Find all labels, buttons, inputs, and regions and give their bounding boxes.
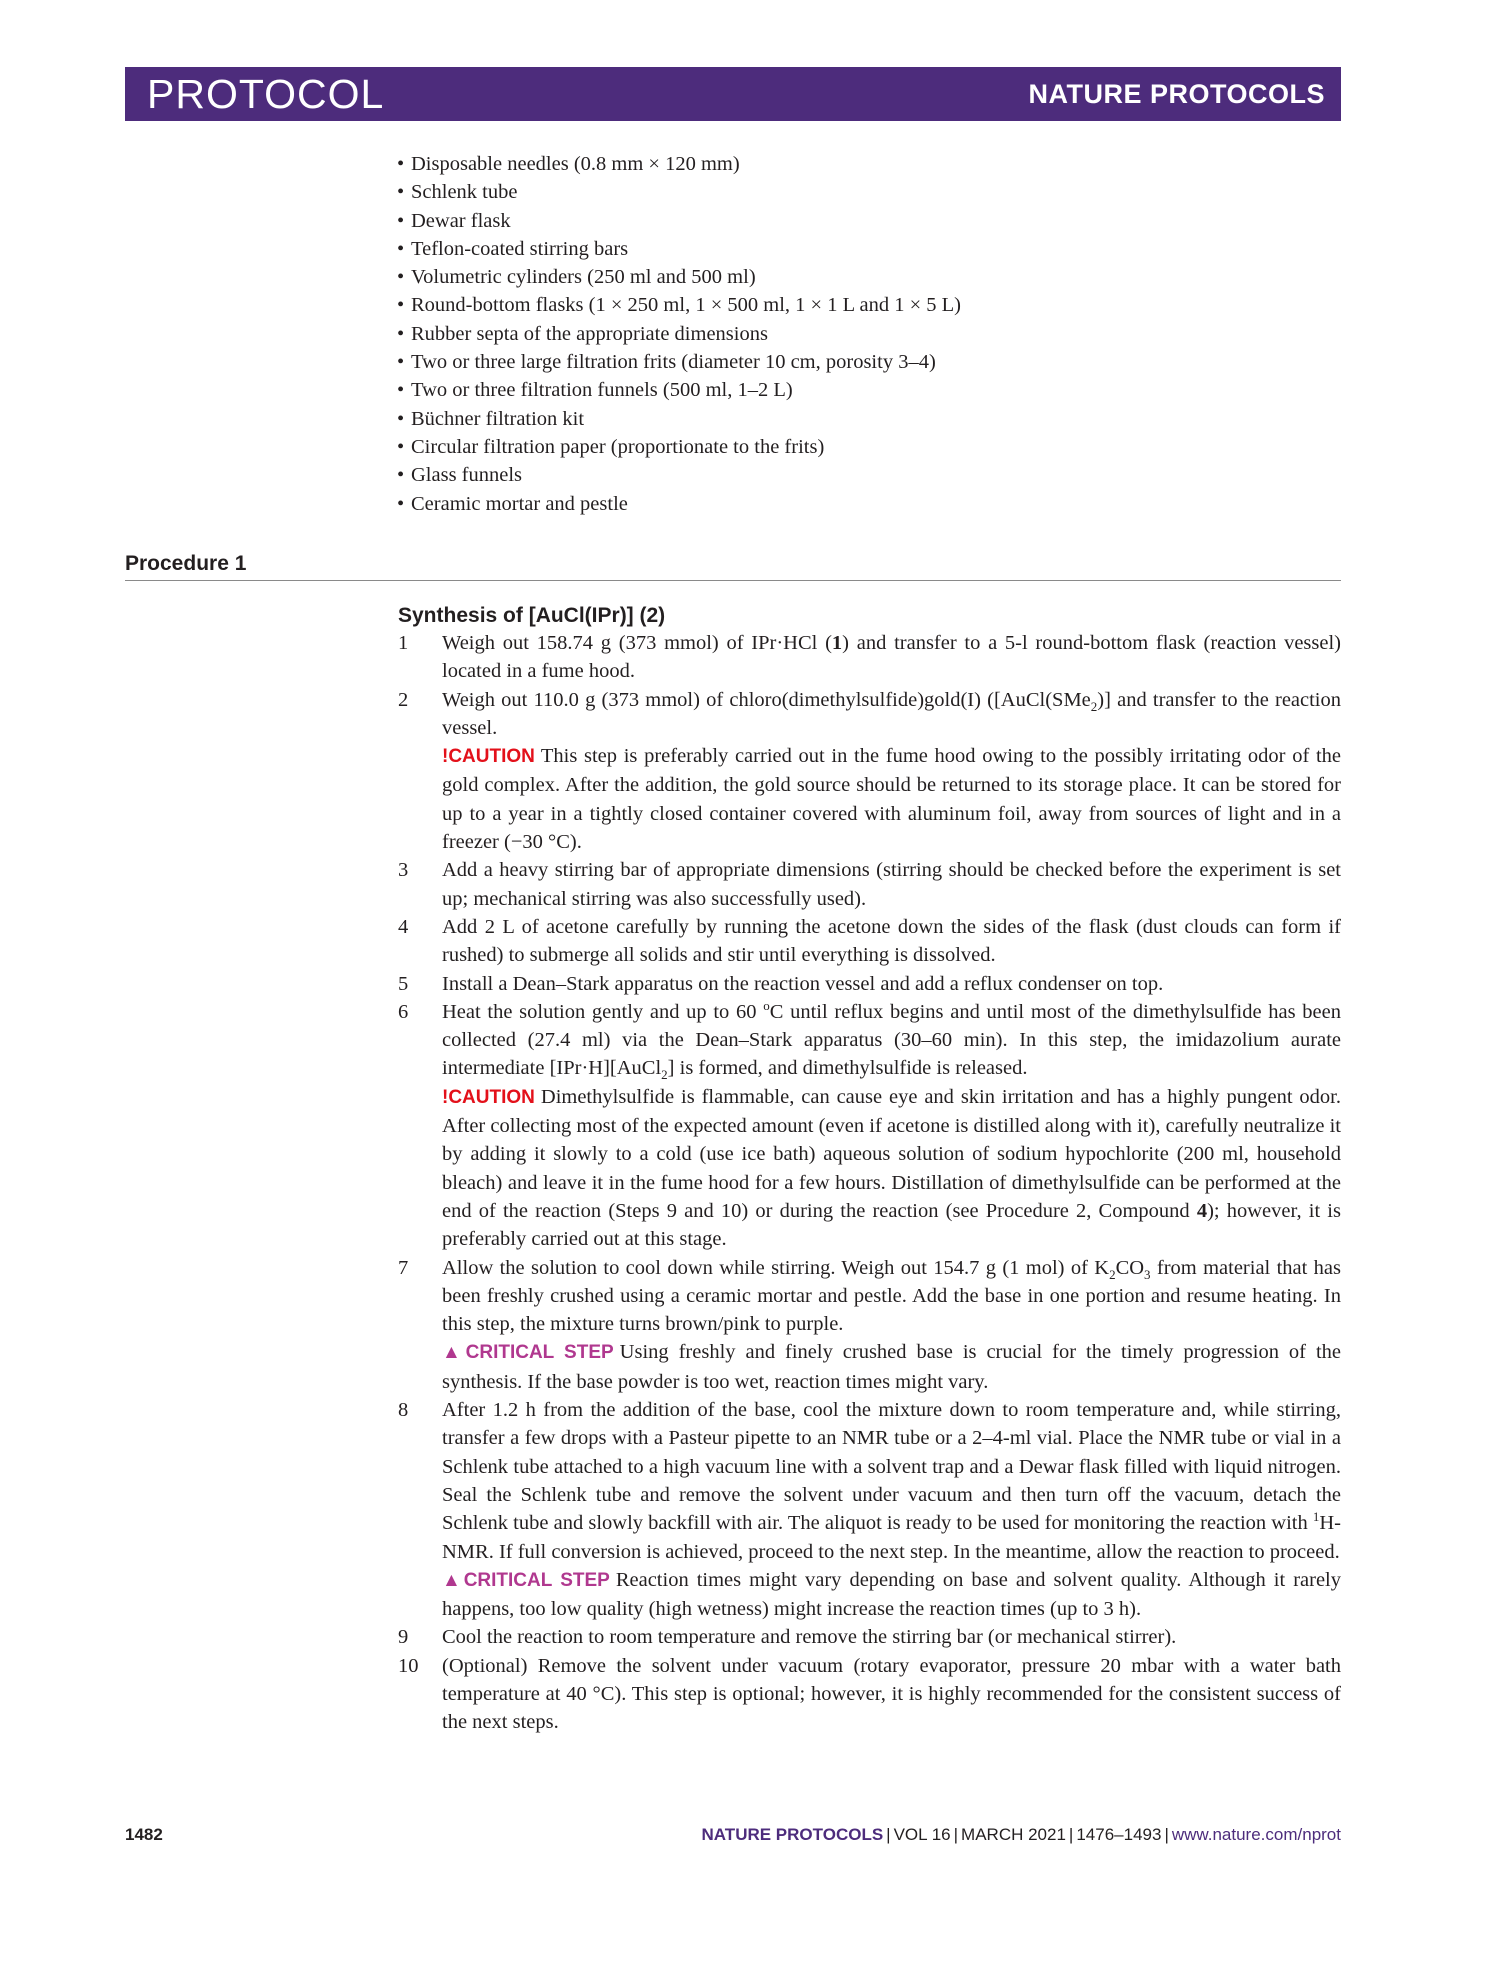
bullet-icon: • bbox=[397, 181, 405, 204]
footer-volume: VOL 16 bbox=[893, 1825, 951, 1844]
list-item-text: Ceramic mortar and pestle bbox=[411, 492, 628, 515]
step-4 bbox=[394, 913, 1341, 970]
page-number: 1482 bbox=[125, 1825, 163, 1844]
step-text-run: Weigh out 158.74 g (373 mmol) of IPr·HCl ( bbox=[442, 632, 832, 654]
caution-text: Dimethylsulfide is flammable, can cause eye and skin irritation and has a highly pungent odor. After collecting most of the expected amount (even if acetone is distilled along with it), carefully neutralize it by adding it slowly to a cold (use ice bath) aqueous solution of sodium hypochlorite (200 ml, household bleach) and leave it in the fume hood for a few hours. Distillation of dimethylsulfide can be performed at the end of the reaction (Steps 9 and 10) or during the reaction (see Procedure 2, Compound bbox=[442, 1085, 1341, 1222]
caution-label: !CAUTION bbox=[442, 746, 535, 768]
step-3 bbox=[394, 856, 1341, 913]
separator: | bbox=[953, 1825, 959, 1844]
step-number: 1 bbox=[398, 632, 409, 654]
step-8 bbox=[394, 1396, 1341, 1623]
list-item-text: Dewar flask bbox=[411, 209, 511, 232]
step-text bbox=[442, 1254, 1341, 1339]
list-item bbox=[397, 348, 1297, 376]
step-text-run: ) and transfer to a 5-l round-bottom flask (reaction vessel) located in a fume hood. bbox=[442, 632, 1341, 683]
caution-note bbox=[442, 1083, 1341, 1254]
journal-link[interactable]: www.nature.com/nprot bbox=[1171, 1825, 1341, 1844]
list-item bbox=[397, 178, 1297, 206]
list-item-text: Schlenk tube bbox=[411, 181, 518, 204]
footer-journal: NATURE PROTOCOLS bbox=[701, 1825, 884, 1844]
list-item bbox=[397, 291, 1297, 319]
step-text-run: C until reflux begins and until most of the dimethylsulfide has been collected (27.4 ml) via the Dean–Stark apparatus (30–60 min). In this step, the imidazolium aurate intermediate [IPr·H][AuCl bbox=[442, 1000, 1342, 1080]
step-1 bbox=[394, 629, 1341, 686]
list-item-text: Round-bottom flasks (1 × 250 ml, 1 × 500 ml, 1 × 1 L and 1 × 5 L) bbox=[411, 294, 961, 317]
step-10 bbox=[394, 1652, 1341, 1737]
step-6 bbox=[394, 998, 1341, 1254]
procedure-heading: Procedure 1 bbox=[125, 552, 247, 575]
step-text-run: After 1.2 h from the addition of the base, cool the mixture down to room temperature and, while stirring, transfer a few drops with a Pasteur pipette to an NMR tube or a 2–4-ml vial. Place the NMR tube or vial in a Schlenk tube attached to a high vacuum line with a solvent trap and a Dewar flask filled with liquid nitrogen. Seal the Schlenk tube and remove the solvent under vacuum and then turn off the vacuum, detach the Schlenk tube and slowly backfill with air. The aliquot is ready to be used for monitoring the reaction with bbox=[442, 1399, 1341, 1535]
step-text bbox=[442, 1396, 1341, 1566]
section-type-label: PROTOCOL bbox=[147, 71, 385, 117]
bullet-icon: • bbox=[397, 379, 405, 402]
subscript: 3 bbox=[1144, 1266, 1151, 1282]
header-bar bbox=[125, 67, 1341, 121]
superscript: o bbox=[763, 998, 770, 1014]
section-divider bbox=[125, 580, 1341, 581]
caution-label: !CAUTION bbox=[442, 1086, 535, 1108]
step-number: 8 bbox=[398, 1399, 409, 1422]
critical-note bbox=[442, 1338, 1341, 1396]
bullet-icon: • bbox=[397, 492, 405, 515]
step-5 bbox=[394, 970, 1341, 998]
list-item bbox=[397, 263, 1297, 291]
step-text: Add 2 L of acetone carefully by running the acetone down the sides of the flask (dust clouds can form if rushed) to submerge all solids and stir until everything is dissolved. bbox=[442, 915, 1341, 967]
list-item-text: Glass funnels bbox=[411, 464, 523, 487]
step-2 bbox=[394, 686, 1341, 857]
critical-step-label: ▲CRITICAL STEP bbox=[442, 1569, 610, 1591]
step-number: 3 bbox=[398, 859, 409, 882]
bullet-icon: • bbox=[397, 209, 405, 232]
footer-citation bbox=[702, 1825, 1341, 1845]
step-7 bbox=[394, 1254, 1341, 1396]
list-item-text: Two or three large filtration frits (diameter 10 cm, porosity 3–4) bbox=[411, 351, 936, 374]
list-item-text: Circular filtration paper (proportionate to the frits) bbox=[411, 435, 825, 458]
step-text: Cool the reaction to room temperature and remove the stirring bar (or mechanical stirrer). bbox=[442, 1626, 1177, 1649]
bullet-icon: • bbox=[397, 266, 405, 289]
step-text bbox=[442, 998, 1341, 1083]
list-item-text: Two or three filtration funnels (500 ml, 1–2 L) bbox=[411, 379, 793, 402]
bullet-icon: • bbox=[397, 237, 405, 260]
step-number: 4 bbox=[398, 915, 409, 938]
step-text-run: ] is formed, and dimethylsulfide is released. bbox=[667, 1057, 1028, 1080]
list-item bbox=[397, 235, 1297, 263]
step-number: 5 bbox=[398, 972, 409, 995]
bullet-icon: • bbox=[397, 351, 405, 374]
critical-note bbox=[442, 1566, 1341, 1624]
step-text-run: CO bbox=[1115, 1256, 1145, 1279]
step-text-run: Allow the solution to cool down while stirring. Weigh out 154.7 g (1 mol) of K bbox=[442, 1256, 1110, 1279]
step-text bbox=[442, 629, 1341, 686]
caution-text: This step is preferably carried out in the fume hood owing to the possibly irritating odor of the gold complex. After the addition, the gold source should be returned to its storage place. It can be stored for up to a year in a tightly closed container covered with aluminum foil, away from sources of light and in a freezer (−30 °C). bbox=[442, 745, 1341, 854]
critical-step-label: ▲CRITICAL STEP bbox=[442, 1342, 614, 1364]
step-9 bbox=[394, 1623, 1341, 1651]
equipment-list bbox=[397, 150, 1297, 518]
list-item bbox=[397, 320, 1297, 348]
step-number: 2 bbox=[398, 688, 409, 711]
list-item-text: Büchner filtration kit bbox=[411, 407, 585, 430]
critical-text: Reaction times might vary depending on base and solvent quality. Although it rarely happens, too low quality (high wetness) might increase the reaction times (up to 3 h). bbox=[442, 1568, 1341, 1621]
list-item-text: Teflon-coated stirring bars bbox=[411, 237, 629, 260]
step-text-run: )] and transfer to the reaction vessel. bbox=[442, 688, 1342, 739]
procedure-steps bbox=[394, 629, 1341, 1737]
bullet-icon: • bbox=[397, 435, 405, 458]
separator: | bbox=[1164, 1825, 1169, 1844]
step-text: (Optional) Remove the solvent under vacuum (rotary evaporator, pressure 20 mbar with a water bath temperature at 40 °C). This step is optional; however, it is highly recommended for the consistent success of the next steps. bbox=[442, 1654, 1341, 1734]
separator: | bbox=[886, 1825, 891, 1844]
step-text-run: Heat the solution gently and up to 60 bbox=[442, 1000, 764, 1023]
list-item bbox=[397, 490, 1297, 518]
superscript: 1 bbox=[1312, 1509, 1320, 1525]
list-item bbox=[397, 150, 1297, 178]
list-item-text: Disposable needles (0.8 mm × 120 mm) bbox=[411, 153, 740, 175]
subscript: 2 bbox=[1090, 698, 1098, 714]
list-item bbox=[397, 461, 1297, 489]
bullet-icon: • bbox=[397, 407, 405, 430]
critical-text: Using freshly and finely crushed base is crucial for the timely progression of the synthesis. If the base powder is too wet, reaction times might vary. bbox=[442, 1341, 1341, 1393]
step-text-run: H-NMR. If full conversion is achieved, proceed to the next step. In the meantime, allow the reaction to proceed. bbox=[442, 1512, 1341, 1563]
footer-pages: 1476–1493 bbox=[1076, 1825, 1162, 1844]
step-text-run: from material that has been freshly crushed using a ceramic mortar and pestle. Add the base in one portion and resume heating. In this step, the mixture turns brown/pink to purple. bbox=[442, 1256, 1341, 1336]
step-number: 6 bbox=[398, 1000, 409, 1023]
subscript: 2 bbox=[661, 1067, 668, 1083]
list-item bbox=[397, 376, 1297, 404]
bullet-icon: • bbox=[397, 294, 405, 317]
step-number: 7 bbox=[398, 1256, 409, 1279]
step-number: 9 bbox=[398, 1626, 409, 1649]
bullet-icon: • bbox=[397, 464, 405, 487]
bullet-icon: • bbox=[397, 322, 405, 345]
step-text: Install a Dean–Stark apparatus on the reaction vessel and add a reflux condenser on top. bbox=[442, 972, 1164, 995]
list-item-text: Rubber septa of the appropriate dimensions bbox=[411, 322, 768, 345]
bullet-icon: • bbox=[397, 153, 405, 175]
compound-number: 1 bbox=[831, 632, 843, 654]
list-item bbox=[397, 207, 1297, 235]
step-text-run: Weigh out 110.0 g (373 mmol) of chloro(dimethylsulfide)gold(I) ([AuCl(SMe bbox=[442, 688, 1091, 711]
section-title: Synthesis of [AuCl(IPr)] (2) bbox=[398, 604, 666, 627]
step-number: 10 bbox=[398, 1654, 419, 1677]
step-text bbox=[442, 686, 1341, 743]
list-item bbox=[397, 433, 1297, 461]
list-item-text: Volumetric cylinders (250 ml and 500 ml) bbox=[411, 266, 756, 289]
compound-number: 4 bbox=[1196, 1199, 1208, 1222]
step-text: Add a heavy stirring bar of appropriate dimensions (stirring should be checked before the experiment is set up; mechanical stirring was also successfully used). bbox=[442, 859, 1341, 910]
journal-name-header: NATURE PROTOCOLS bbox=[1028, 79, 1325, 109]
caution-text: ); however, it is preferably carried out at this stage. bbox=[442, 1199, 1341, 1251]
list-item bbox=[397, 405, 1297, 433]
separator: | bbox=[1068, 1825, 1074, 1844]
footer-date: MARCH 2021 bbox=[961, 1825, 1066, 1844]
subscript: 2 bbox=[1109, 1266, 1116, 1282]
caution-note bbox=[442, 742, 1341, 856]
